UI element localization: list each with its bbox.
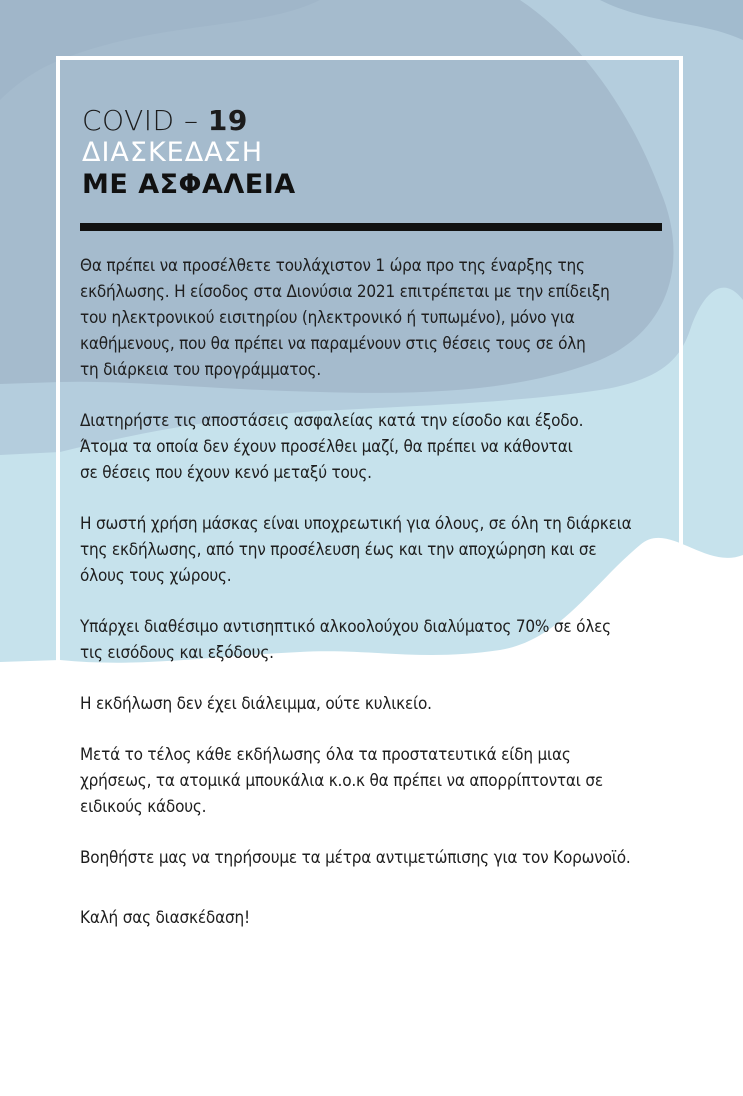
text-line: Άτομα τα οποία δεν έχουν προσέλθει μαζί, θα πρέπει να κάθονται: [80, 437, 573, 457]
title-line-entertainment: ΔΙΑΣΚΕΔΑΣΗ: [82, 137, 264, 168]
paragraph-no-break: [80, 691, 665, 717]
text-line: του ηλεκτρονικού εισιτηρίου (ηλεκτρονικό ή τυπωμένο), μόνο για: [80, 308, 575, 328]
text-line: Υπάρχει διαθέσιμο αντισηπτικό αλκοολούχου διαλύματος 70% σε όλες: [80, 617, 611, 637]
paragraph-arrival: [80, 253, 665, 383]
text-line: της εκδήλωσης, από την προσέλευση έως και την αποχώρηση και σε: [80, 540, 597, 560]
text-line: σε θέσεις που έχουν κενό μεταξύ τους.: [80, 463, 372, 483]
text-line: όλους τους χώρους.: [80, 566, 232, 586]
text-line: τις εισόδους και εξόδους.: [80, 643, 274, 663]
paragraph-closing: [80, 905, 665, 931]
paragraph-distancing: [80, 408, 665, 486]
text-line: Η σωστή χρήση μάσκας είναι υποχρεωτική για όλους, σε όλη τη διάρκεια: [80, 514, 632, 534]
title-line-covid: [82, 104, 296, 138]
text-line: χρήσεως, τα ατομικά μπουκάλια κ.ο.κ θα πρέπει να απορρίπτονται σε: [80, 771, 603, 791]
guidelines-body: [80, 253, 665, 956]
title-line-safety: ΜΕ ΑΣΦΑΛΕΙΑ: [82, 169, 296, 200]
title-covid-light: COVID –: [82, 104, 208, 137]
text-line: καθήμενους, που θα πρέπει να παραμένουν στις θέσεις τους σε όλη: [80, 334, 586, 354]
page-title: [82, 104, 296, 202]
text-line: Η εκδήλωση δεν έχει διάλειμμα, ούτε κυλικείο.: [80, 694, 432, 714]
text-line: Καλή σας διασκέδαση!: [80, 908, 250, 928]
paragraph-help-us: [80, 845, 665, 871]
paragraph-mask: [80, 511, 665, 589]
text-line: Διατηρήστε τις αποστάσεις ασφαλείας κατά την είσοδο και έξοδο.: [80, 411, 584, 431]
text-line: Μετά το τέλος κάθε εκδήλωσης όλα τα προστατευτικά είδη μιας: [80, 745, 571, 765]
title-covid-number: 19: [207, 104, 248, 137]
text-line: Θα πρέπει να προσέλθετε τουλάχιστον 1 ώρα προ της έναρξης της: [80, 256, 585, 276]
text-line: τη διάρκεια του προγράμματος.: [80, 360, 321, 380]
title-divider: [80, 223, 662, 231]
text-line: Βοηθήστε μας να τηρήσουμε τα μέτρα αντιμετώπισης για τον Κορωνοϊό.: [80, 848, 631, 868]
text-line: ειδικούς κάδους.: [80, 797, 207, 817]
paragraph-sanitizer: [80, 614, 665, 666]
paragraph-disposal: [80, 742, 665, 820]
text-line: εκδήλωσης. Η είσοδος στα Διονύσια 2021 επιτρέπεται με την επίδειξη: [80, 282, 610, 302]
